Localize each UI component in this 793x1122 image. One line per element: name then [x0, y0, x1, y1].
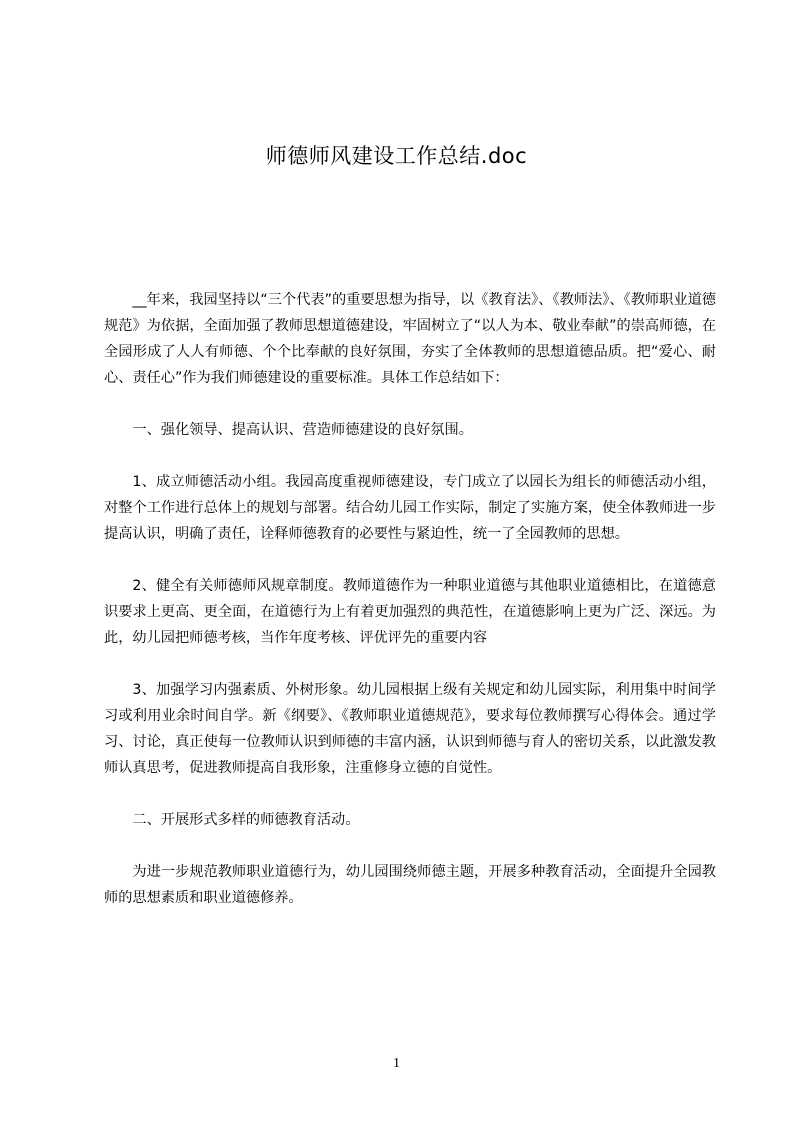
paragraph-activities: 为进一步规范教师职业道德行为，幼儿园围绕师德主题，开展多种教育活动，全面提升全园教师的思想素质和职业道德修养。: [104, 864, 716, 906]
document-body: [104, 287, 716, 911]
paragraph-spacer: [104, 443, 716, 469]
paragraph-item-2: 2、健全有关师德师风规章制度。教师道德作为一种职业道德与其他职业道德相比，在道德意识要求上更高、更全面，在道德行为上有着更加强烈的典范性，在道德影响上更为广泛、深远。为此，幼儿园把师德考核，当作年度考核、评优评先的重要内容: [104, 578, 716, 646]
paragraph-spacer: [104, 651, 716, 677]
paragraph-spacer: [104, 833, 716, 859]
section-heading-2: 二、开展形式多样的师德教育活动。: [132, 812, 360, 828]
section-heading-1: 一、强化领导、提高认识、营造师德建设的良好氛围。: [132, 422, 473, 438]
paragraph-spacer: [104, 781, 716, 807]
paragraph-spacer: [104, 547, 716, 573]
paragraph-spacer: [104, 391, 716, 417]
paragraph-intro: __年来，我园坚持以“三个代表”的重要思想为指导，以《教育法》、《教师法》、《教师职业道德规范》为依据，全面加强了教师思想道德建设，牢固树立了“以人为本、敬业奉献”的崇高师德，在全园形成了人人有师德、个个比奉献的良好氛围，夯实了全体教师的思想道德品质。把“爱心、耐心、责任心”作为我们师德建设的重要标准。具体工作总结如下：: [104, 292, 716, 386]
page-number: 1: [393, 1056, 400, 1071]
document-title: 师德师风建设工作总结.doc: [265, 144, 528, 168]
paragraph-item-3: 3、加强学习内强素质、外树形象。幼儿园根据上级有关规定和幼儿园实际，利用集中时间学习或利用业余时间自学。新《纲要》、《教师职业道德规范》，要求每位教师撰写心得体会。通过学习、讨论，真正使每一位教师认识到师德的丰富内涵，认识到师德与育人的密切关系，以此激发教师认真思考，促进教师提高自我形象，注重修身立德的自觉性。: [104, 682, 716, 776]
paragraph-item-1: 1、成立师德活动小组。我园高度重视师德建设，专门成立了以园长为组长的师德活动小组，对整个工作进行总体上的规划与部署。结合幼儿园工作实际，制定了实施方案，使全体教师进一步提高认识，明确了责任，诠释师德教育的必要性与紧迫性，统一了全园教师的思想。: [104, 474, 716, 542]
